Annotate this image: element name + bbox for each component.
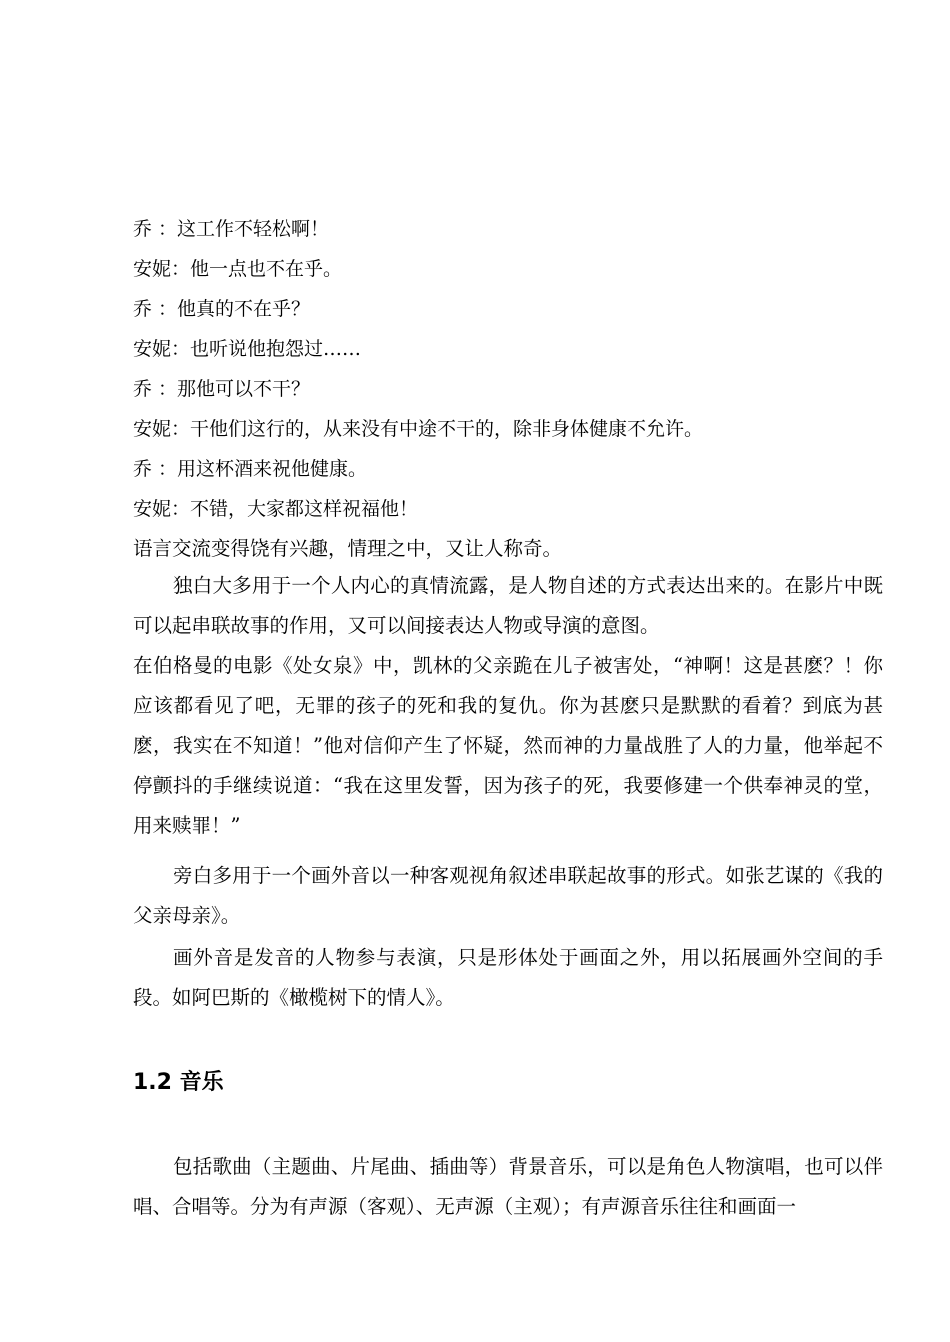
dialogue-line: 安妮：干他们这行的，从来没有中途不干的，除非身体健康不允许。 (133, 418, 704, 440)
dialogue-line: 安妮：他一点也不在乎。 (133, 258, 343, 280)
paragraph-summary: 语言交流变得饶有兴趣，情理之中，又让人称奇。 (133, 537, 563, 560)
dialogue-line: 乔 ：他真的不在乎？ (133, 298, 311, 320)
section-heading: 1.2 音乐 (133, 1070, 224, 1095)
dialogue-line: 安妮：不错，大家都这样祝福他！ (133, 498, 419, 520)
paragraph-monologue: 独白大多用于一个人内心的真情流露，是人物自述的方式表达出来的。在影片中既可以起串联故事的作用，又可以间接表达人物或导演的意图。 (133, 574, 883, 637)
dialogue-line: 乔 ：这工作不轻松啊！ (133, 218, 330, 240)
dialogue-line: 乔 ：那他可以不干？ (133, 378, 311, 400)
paragraph-narration: 旁白多用于一个画外音以一种客观视角叙述串联起故事的形式。如张艺谋的《我的父亲母亲》。 (133, 864, 883, 927)
dialogue-list (133, 209, 893, 529)
paragraph-music: 包括歌曲（主题曲、片尾曲、插曲等）背景音乐，可以是角色人物演唱，也可以伴唱、合唱等。分为有声源（客观）、无声源（主观）；有声源音乐往往和画面一 (133, 1155, 883, 1218)
paragraph-virgin-spring: 在伯格曼的电影《处女泉》中，凯林的父亲跪在儿子被害处，“神啊！这是甚麽？！你应该都看见了吧，无罪的孩子的死和我的复仇。你为甚麽只是默默的看着？到底为甚麽，我实在不知道！”他对信仰产生了怀疑，然而神的力量战胜了人的力量，他举起不停颤抖的手继续说道：“我在这里发誓，因为孩子的死，我要修建一个供奉神灵的堂，用来赎罪！” (133, 654, 883, 837)
dialogue-line: 乔 ：用这杯酒来祝他健康。 (133, 458, 368, 480)
dialogue-line: 安妮：也听说他抱怨过…… (133, 338, 362, 360)
paragraph-offscreen-voice: 画外音是发音的人物参与表演，只是形体处于画面之外，用以拓展画外空间的手段。如阿巴斯的《橄榄树下的情人》。 (133, 946, 883, 1009)
